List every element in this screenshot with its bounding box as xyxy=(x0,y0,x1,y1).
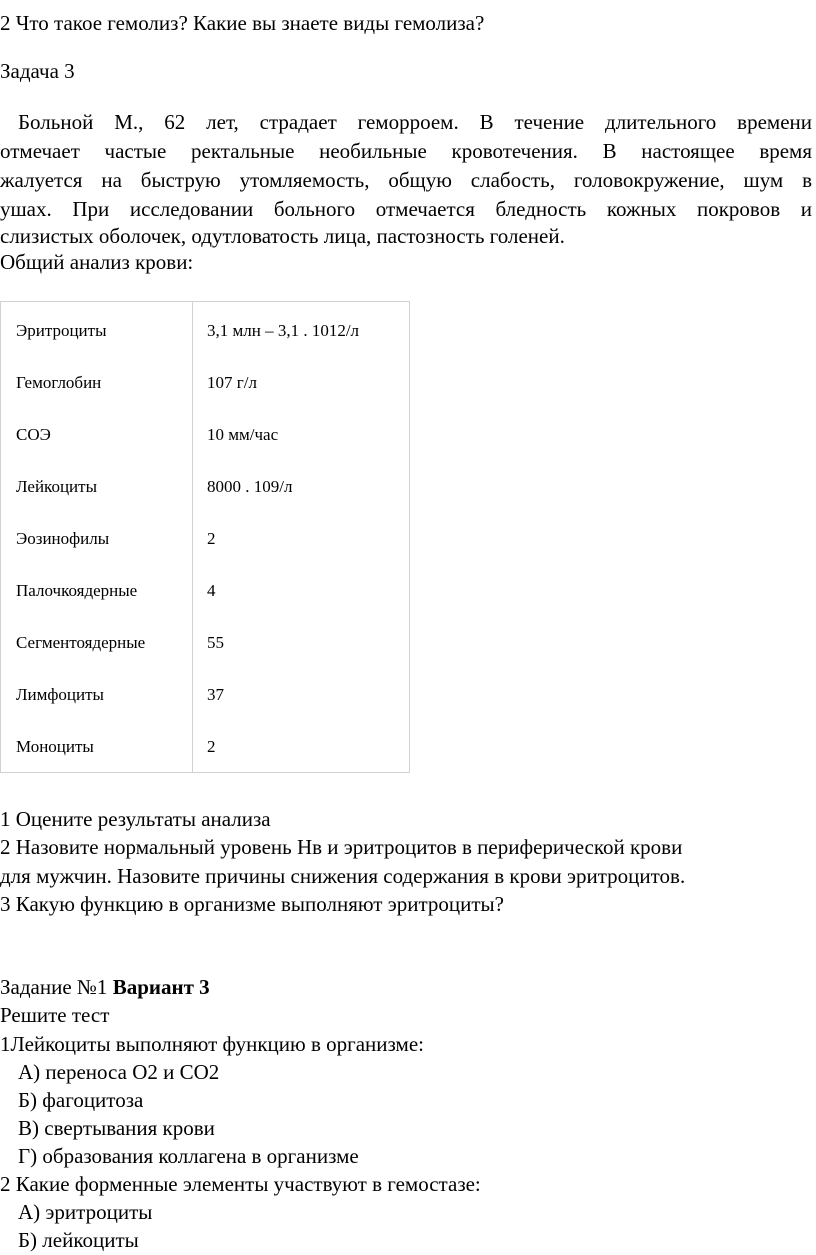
table-cell-value: 107 г/л xyxy=(207,373,257,392)
test-option: А) эритроциты xyxy=(18,1200,153,1224)
table-column-divider xyxy=(192,302,193,772)
table-cell-value: 2 xyxy=(207,529,216,548)
test-option: А) переноса О2 и СО2 xyxy=(18,1060,220,1084)
table-cell-name: Эозинофилы xyxy=(16,529,110,548)
table-cell-value: 8000 . 109/л xyxy=(207,477,293,496)
table-cell-value: 10 мм/час xyxy=(207,425,279,444)
task-question: 3 Какую функцию в организме выполняют эритроциты? xyxy=(0,892,504,916)
assignment-variant: Вариант 3 xyxy=(112,975,210,999)
analysis-heading: Общий анализ крови: xyxy=(0,250,194,274)
question-hemolysis: 2 Что такое гемолиз? Какие вы знаете виды гемолиза? xyxy=(0,11,485,35)
case-line: слизистых оболочек, одутловатость лица, пастозность голеней. xyxy=(0,224,565,248)
table-cell-value: 37 xyxy=(207,685,224,704)
test-question-text: 1Лейкоциты выполняют функцию в организме: xyxy=(0,1032,424,1056)
blood-test-table xyxy=(0,301,410,773)
assignment-title xyxy=(0,974,210,1000)
table-cell-name: Лейкоциты xyxy=(16,477,97,496)
test-option: Б) фагоцитоза xyxy=(18,1088,144,1112)
case-line: ушах. При исследовании больного отмечается бледность кожных покровов и xyxy=(0,197,812,221)
test-option: Б) лейкоциты xyxy=(18,1228,139,1252)
task-question: 2 Назовите нормальный уровень Нв и эритроцитов в периферической крови xyxy=(0,835,683,859)
table-cell-name: СОЭ xyxy=(16,425,51,444)
table-cell-name: Моноциты xyxy=(16,737,94,756)
task-question: для мужчин. Назовите причины снижения содержания в крови эритроцитов. xyxy=(0,864,686,888)
test-option: Г) образования коллагена в организме xyxy=(18,1144,359,1168)
table-cell-name: Палочкоядерные xyxy=(16,581,138,600)
table-cell-value: 2 xyxy=(207,737,216,756)
assignment-instruction: Решите тест xyxy=(0,1003,110,1027)
task-question: 1 Оцените результаты анализа xyxy=(0,807,271,831)
table-cell-name: Эритроциты xyxy=(16,321,107,340)
table-cell-name: Сегментоядерные xyxy=(16,633,146,652)
table-cell-value: 3,1 млн – 3,1 . 1012/л xyxy=(207,321,360,340)
table-cell-name: Лимфоциты xyxy=(16,685,104,704)
case-line: Больной М., 62 лет, страдает геморроем. В течение длительного времени xyxy=(18,110,812,134)
table-cell-value: 55 xyxy=(207,633,224,652)
task-heading: Задача 3 xyxy=(0,59,75,83)
case-line: жалуется на быструю утомляемость, общую слабость, головокружение, шум в xyxy=(0,168,812,192)
case-line: отмечает частые ректальные необильные кровотечения. В настоящее время xyxy=(0,139,812,163)
table-cell-name: Гемоглобин xyxy=(16,373,102,392)
table-cell-value: 4 xyxy=(207,581,216,600)
test-option: В) свертывания крови xyxy=(18,1116,215,1140)
test-question-text: 2 Какие форменные элементы участвуют в гемостазе: xyxy=(0,1172,481,1196)
assignment-title-prefix: Задание №1 xyxy=(0,975,113,999)
